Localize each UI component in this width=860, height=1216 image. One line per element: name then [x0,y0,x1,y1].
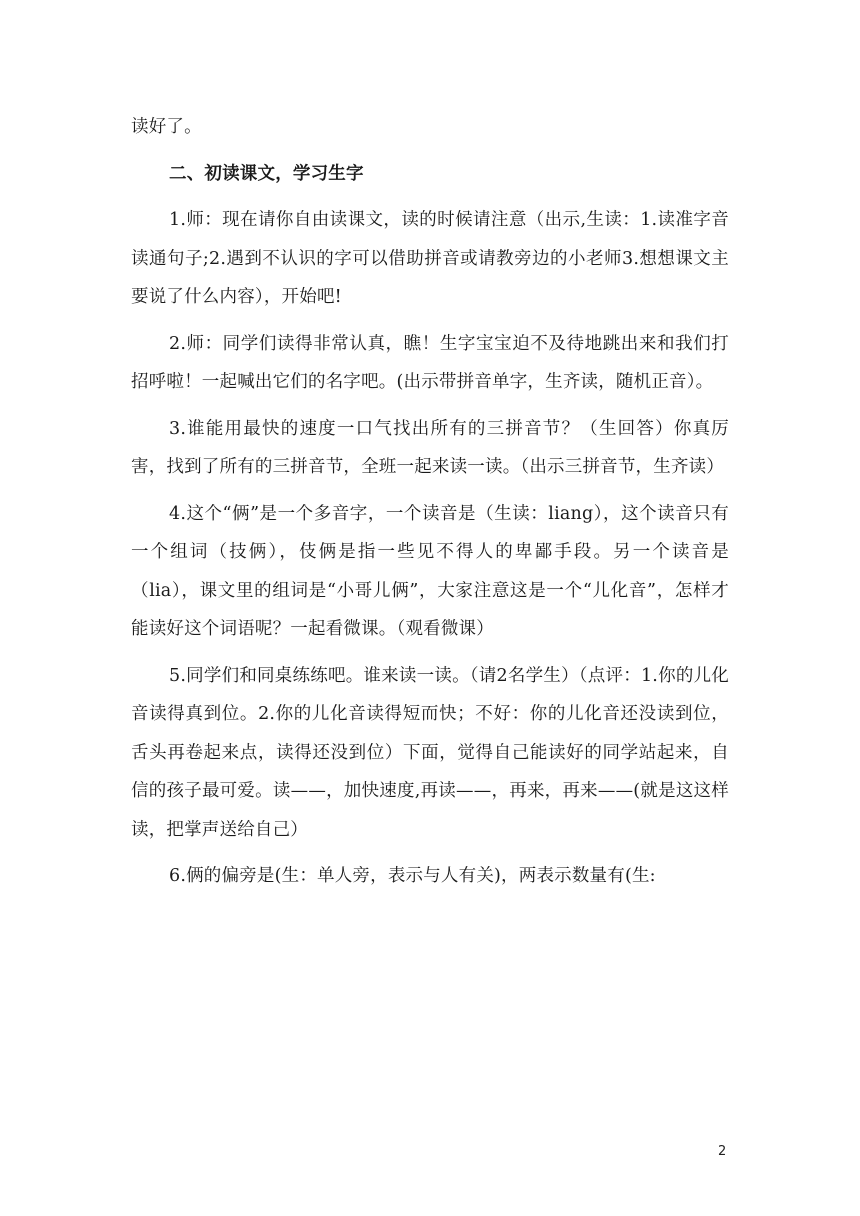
section-heading: 二、初读课文，学习生字 [169,163,364,184]
paragraph-continuation: 读好了。 [131,117,202,137]
paragraph-step-4: 4.这个“俩”是一个多音字，一个读音是（生读：liang），这个读音只有一个组词（技俩），伎俩是指一些见不得人的卑鄙手段。另一个读音是（lia），课文里的组词是“小哥儿俩”，大家注意这是一个“儿化音”，怎样才能读好这个词语呢？一起看微课。（观看微课） [131,503,729,639]
paragraph-step-5: 5.同学们和同桌练练吧。谁来读一读。（请2名学生）（点评：1.你的儿化音读得真到位。2.你的儿化音读得短而快；不好：你的儿化音还没读到位，舌头再卷起来点，读得还没到位）下面，觉得自己能读好的同学站起来，自信的孩子最可爱。读——，加快速度,再读——，再来，再来——(就是这这样读，把掌声送给自己） [131,665,729,840]
paragraph-step-6: 6.俩的偏旁是(生：单人旁，表示与人有关)，两表示数量有(生: [169,866,656,886]
page-number: 2 [718,1144,727,1159]
paragraph-step-3: 3.谁能用最快的速度一口气找出所有的三拼音节？（生回答）你真厉害，找到了所有的三拼音节，全班一起来读一读。（出示三拼音节，生齐读） [131,418,729,477]
paragraph-step-1: 1.师：现在请你自由读课文，读的时候请注意（出示,生读：1.读准字音读通句子;2.遇到不认识的字可以借助拼音或请教旁边的小老师3.想想课文主要说了什么内容），开始吧! [131,210,729,307]
paragraph-step-2: 2.师：同学们读得非常认真，瞧！生字宝宝迫不及待地跳出来和我们打招呼啦！一起喊出它们的名字吧。(出示带拼音单字，生齐读，随机正音）。 [131,333,729,392]
document-body [131,108,729,896]
